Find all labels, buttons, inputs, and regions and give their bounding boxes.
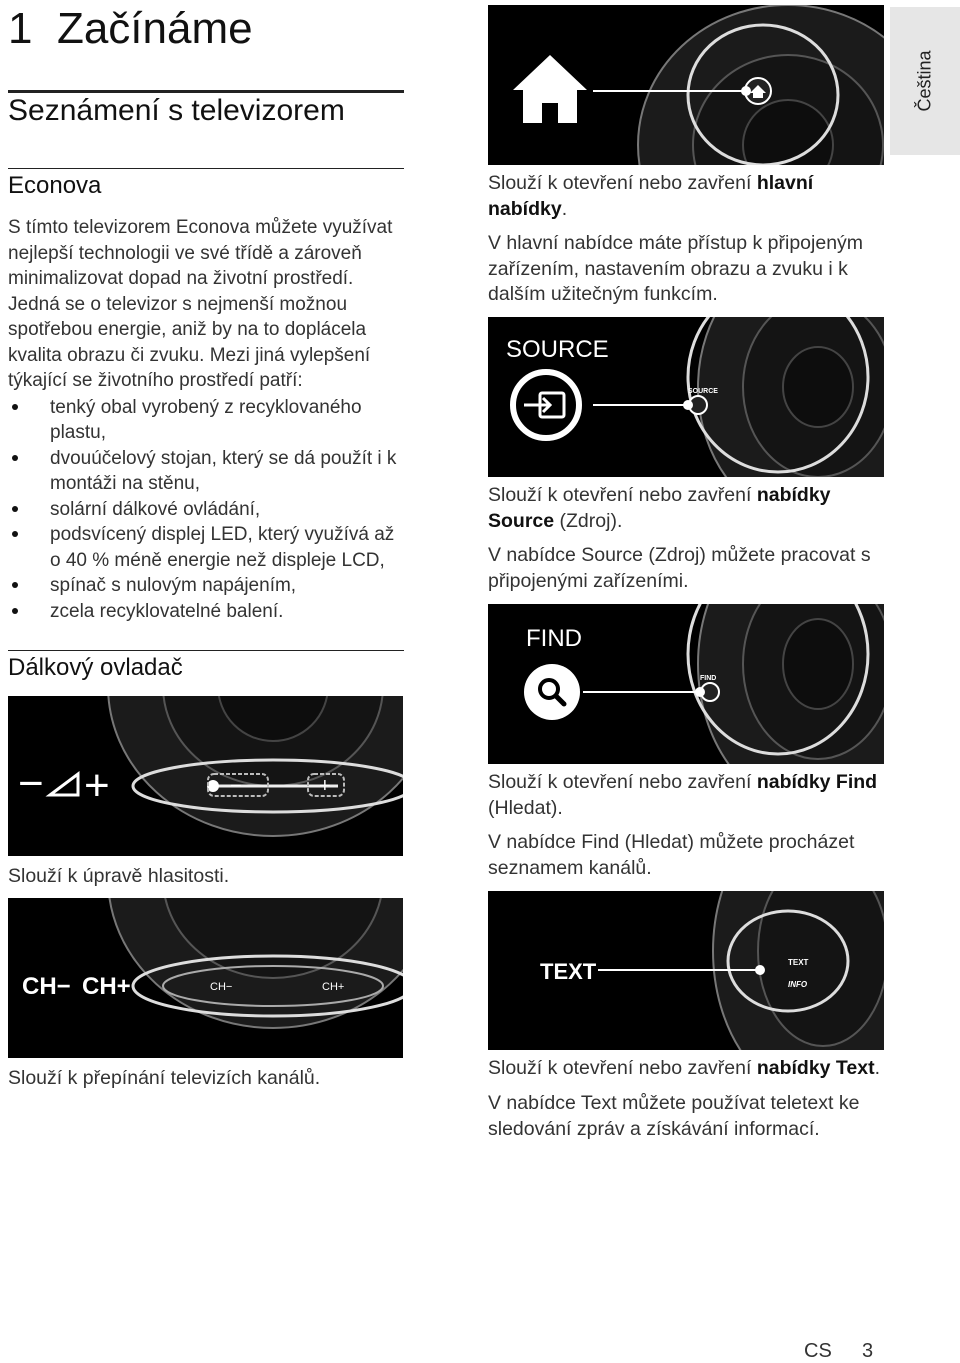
find-illustration xyxy=(488,604,884,764)
list-item: dvouúčelový stojan, který se dá použít i k montáži na stěnu, xyxy=(8,446,400,497)
econova-body xyxy=(8,215,400,624)
remote-home-drawing xyxy=(488,5,884,165)
small-ch-plus-label: CH+ xyxy=(322,981,345,993)
home-illustration xyxy=(488,5,884,165)
section-title: Seznámení s televizorem xyxy=(8,94,345,127)
list-item: tenký obal vyrobený z recyklovaného plastu, xyxy=(8,395,400,446)
ch-minus-label: CH− xyxy=(22,973,71,1000)
find-description: V nabídce Find (Hledat) můžete procházet seznamem kanálů. xyxy=(488,831,855,879)
small-plus-label: + xyxy=(319,775,331,797)
small-text-label: TEXT xyxy=(788,958,809,967)
source-illustration xyxy=(488,317,884,477)
language-tab-label: Čeština xyxy=(914,50,935,112)
home-description: V hlavní nabídce máte přístup k připojeným zařízením, nastavením obrazu a zvuku i k dalším užitečným funkcím. xyxy=(488,232,864,305)
find-label: FIND xyxy=(526,625,582,652)
econova-heading: Econova xyxy=(8,172,102,199)
section-rule xyxy=(8,90,404,93)
list-item: podsvícený displej LED, který využívá až o 40 % méně energie než displeje LCD, xyxy=(8,522,400,573)
volume-illustration xyxy=(8,696,403,856)
text-description: V nabídce Text můžete používat teletext ke sledování zpráv a získávání informací. xyxy=(488,1092,860,1140)
home-caption: Slouží k otevření nebo zavření hlavní nabídky. xyxy=(488,172,814,220)
search-icon xyxy=(524,664,580,720)
volume-plus-label: + xyxy=(84,761,110,810)
text-label: TEXT xyxy=(540,959,597,984)
small-source-label: SOURCE xyxy=(688,388,718,395)
remote-find-drawing xyxy=(488,604,884,764)
list-item: zcela recyklovatelné balení. xyxy=(8,599,400,625)
source-label: SOURCE xyxy=(506,336,609,363)
remote-heading: Dálkový ovladač xyxy=(8,654,183,681)
small-ch-minus-label: CH− xyxy=(210,981,233,993)
page-number: 3 xyxy=(862,1340,874,1362)
econova-rule xyxy=(8,168,404,169)
text-caption: Slouží k otevření nebo zavření nabídky Text. xyxy=(488,1057,881,1079)
remote-rule xyxy=(8,650,404,651)
channel-illustration xyxy=(8,898,403,1058)
list-item: solární dálkové ovládání, xyxy=(8,497,400,523)
source-caption: Slouží k otevření nebo zavření nabídky Source (Zdroj). xyxy=(488,484,831,532)
volume-icon xyxy=(50,774,78,795)
text-illustration xyxy=(488,891,884,1050)
remote-text-drawing xyxy=(488,891,884,1050)
home-icon xyxy=(513,55,587,123)
source-description: V nabídce Source (Zdroj) můžete pracovat s připojenými zařízeními. xyxy=(488,544,871,592)
volume-caption: Slouží k úpravě hlasitosti. xyxy=(8,865,230,887)
ch-plus-label: CH+ xyxy=(82,973,131,1000)
econova-intro: S tímto televizorem Econova můžete využívat nejlepší technologii ve své třídě a zároveň minimalizovat dopad na životní prostředí. Jedná se o televizor s nejmenší možnou spotřebou energie, aniž by na to doplácela kvalita obrazu či zvuku. Mezi jiná vylepšení týkající se životního prostředí patří: xyxy=(8,217,393,391)
volume-minus-label: − xyxy=(18,759,44,808)
remote-volume-drawing xyxy=(8,696,403,856)
econova-bullet-list xyxy=(8,395,400,625)
small-info-label: INFO xyxy=(788,980,808,989)
remote-channel-drawing xyxy=(8,898,403,1058)
list-item: spínač s nulovým napájením, xyxy=(8,573,400,599)
footer-lang-code: CS xyxy=(804,1340,832,1362)
remote-source-drawing xyxy=(488,317,884,477)
chapter-title xyxy=(8,4,253,54)
language-tab xyxy=(890,7,960,155)
small-find-label: FIND xyxy=(700,675,717,682)
small-minus-label: − xyxy=(230,775,242,797)
chapter-name: Začínáme xyxy=(56,4,253,53)
chapter-number: 1 xyxy=(8,4,33,53)
find-caption: Slouží k otevření nebo zavření nabídky Find (Hledat). xyxy=(488,771,878,819)
channel-caption: Slouží k přepínání televizích kanálů. xyxy=(8,1067,321,1089)
